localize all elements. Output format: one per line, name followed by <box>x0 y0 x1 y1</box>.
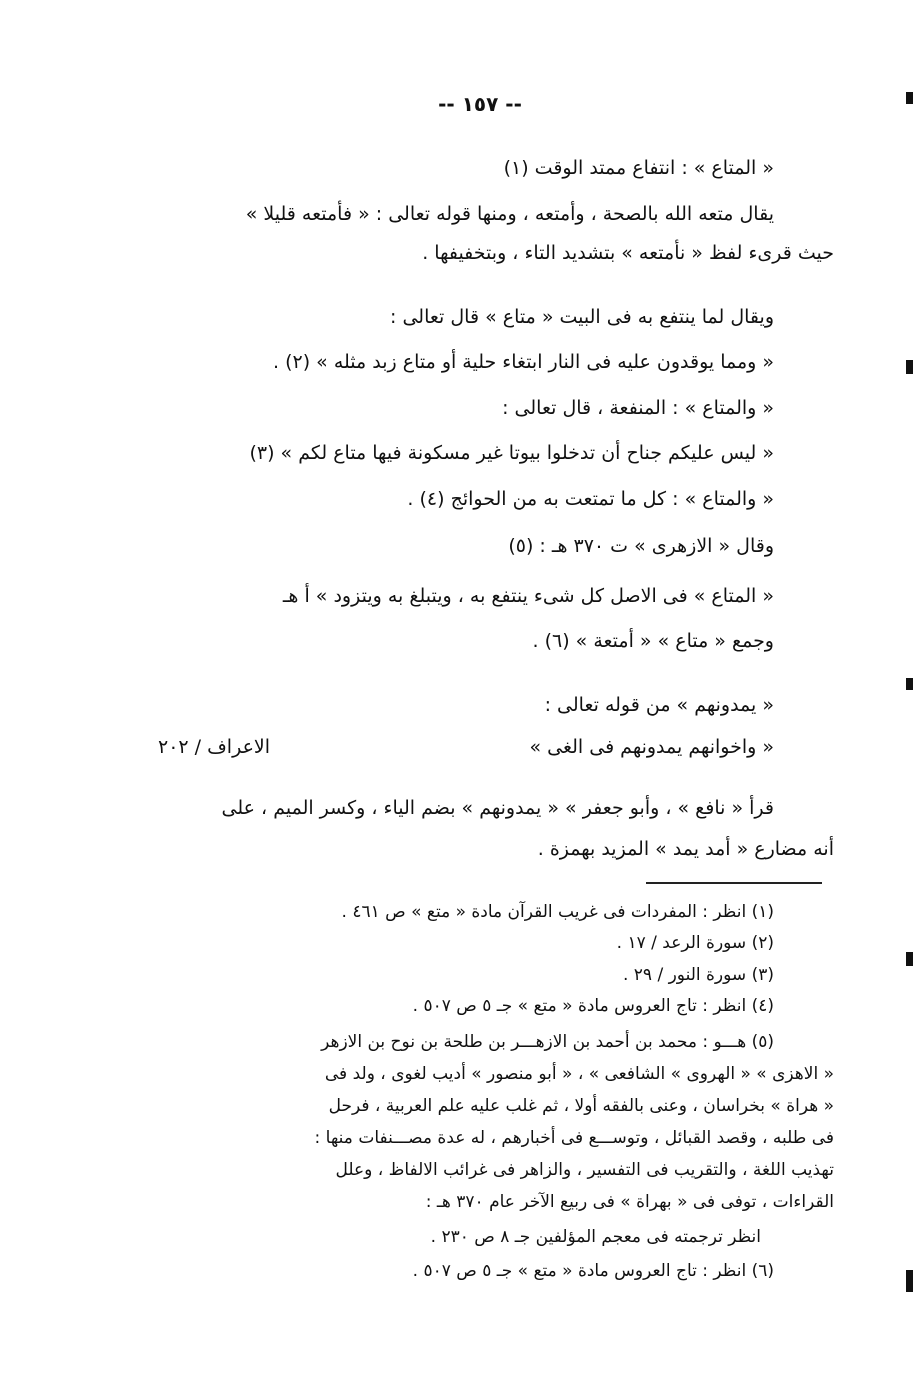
body-line: وجمع « متاع » « أمتعة » (٦) . <box>532 630 774 652</box>
footnote: (٥) هـــو : محمد بن أحمد بن الازهـــر بن طلحة بن نوح بن الازهر <box>321 1032 774 1052</box>
body-line: يقال متعه الله بالصحة ، وأمتعه ، ومنها قوله تعالى : « فأمتعه قليلا » <box>245 203 774 225</box>
footnote-separator <box>646 882 822 884</box>
body-line: « ومما يوقدون عليه فى النار ابتغاء حلية أو متاع زبد مثله » (٢) . <box>273 351 774 373</box>
footnote-continuation: القراءات ، توفى فى « بهراة » فى ربيع الآخر عام ٣٧٠ هـ : <box>425 1192 834 1212</box>
body-line: حيث قرىء لفظ « نأمتعه » بتشديد التاء ، وبتخفيفها . <box>422 242 834 264</box>
body-line: « والمتاع » : المنفعة ، قال تعالى : <box>502 397 774 419</box>
body-line: ويقال لما ينتفع به فى البيت « متاع » قال تعالى : <box>390 306 774 328</box>
footnote-continuation: فى طلبه ، وقصد القبائل ، وتوســـع فى أخبارهم ، له عدة مصـــنفات منها : <box>314 1128 834 1148</box>
page-number: -- ١٥٧ -- <box>438 92 522 116</box>
body-line: « المتاع » : انتفاع ممتد الوقت (١) <box>503 157 774 179</box>
reading-line: قرأ « نافع » ، وأبو جعفر » « يمدونهم » بضم الياء ، وكسر الميم ، على <box>221 797 774 819</box>
scan-edge-mark <box>906 360 913 374</box>
footnote-continuation: « هراة » بخراسان ، وعنى بالفقه أولا ، ثم غلب عليه علم العربية ، فرحل <box>328 1096 834 1116</box>
footnote: (٦) انظر : تاج العروس مادة « متع » جـ ٥ ص ٥٠٧ . <box>412 1261 774 1281</box>
scan-edge-mark <box>906 678 913 690</box>
reading-line: أنه مضارع « أمد يمد » المزيد بهمزة . <box>537 838 834 860</box>
body-line: وقال « الازهرى » ت ٣٧٠ هـ : (٥) <box>508 535 774 557</box>
scan-edge-mark <box>906 1270 913 1292</box>
verse-quote: « واخوانهم يمدونهم فى الغى » <box>529 736 774 758</box>
footnote: (٤) انظر : تاج العروس مادة « متع » جـ ٥ ص ٥٠٧ . <box>412 996 774 1016</box>
body-line: « المتاع » فى الاصل كل شىء ينتفع به ، ويتبلغ به ويتزود » أ هـ <box>282 585 774 607</box>
scan-edge-mark <box>906 92 913 104</box>
footnote-continuation: انظر ترجمته فى معجم المؤلفين جـ ٨ ص ٢٣٠ . <box>430 1227 761 1247</box>
scan-edge-mark <box>906 952 913 966</box>
verse-reference: الاعراف / ٢٠٢ <box>158 736 271 758</box>
footnote: (٣) سورة النور / ٢٩ . <box>622 965 774 985</box>
body-line: « والمتاع » : كل ما تمتعت به من الحوائج (٤) . <box>407 488 774 510</box>
verse-intro: « يمدونهم » من قوله تعالى : <box>544 694 774 716</box>
footnote: (٢) سورة الرعد / ١٧ . <box>616 933 774 953</box>
footnote-continuation: « الاهزى » « الهروى » الشافعى » ، « أبو منصور » أديب لغوى ، ولد فى <box>324 1064 834 1084</box>
footnote-continuation: تهذيب اللغة ، والتقريب فى التفسير ، والزاهر فى غرائب الالفاظ ، وعلل <box>335 1160 834 1180</box>
body-line: « ليس عليكم جناح أن تدخلوا بيوتا غير مسكونة فيها متاع لكم » (٣) <box>249 442 774 464</box>
footnote: (١) انظر : المفردات فى غريب القرآن مادة « متع » ص ٤٦١ . <box>341 902 774 922</box>
